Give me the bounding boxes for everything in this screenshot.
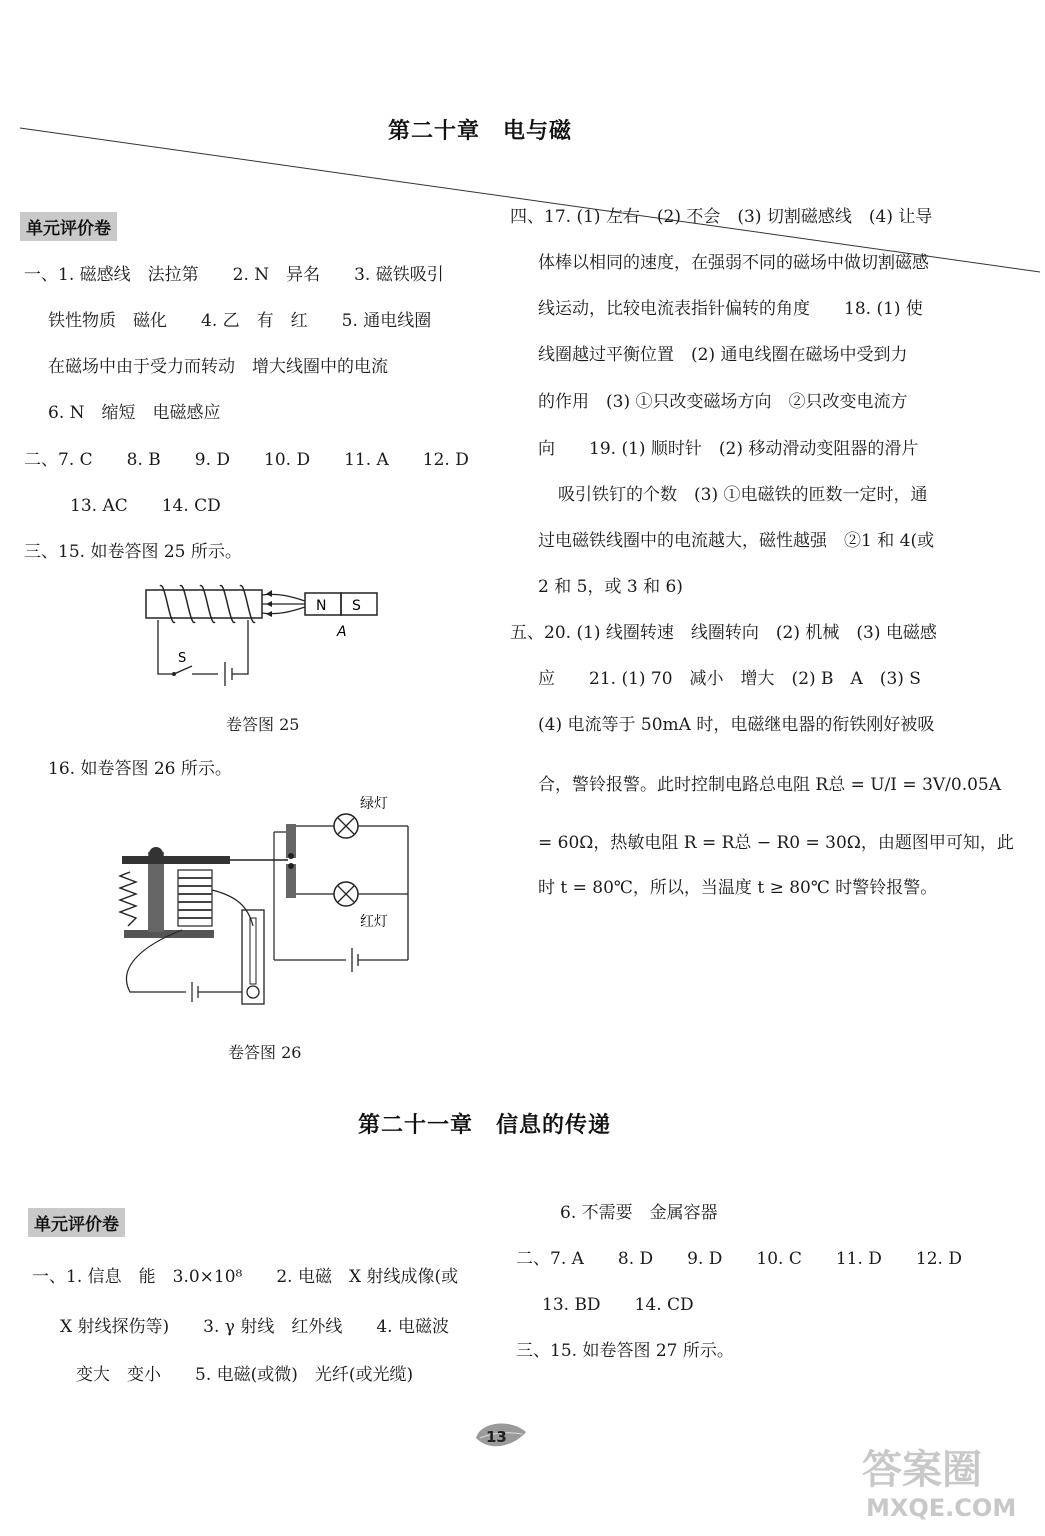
figure-25-caption: 卷答图 25 [226, 715, 300, 734]
figure-25-solenoid-diagram [140, 582, 390, 694]
answer-line: 时 t = 80℃，所以，当温度 t ≥ 80℃ 时警铃报警。 [538, 878, 938, 898]
answer-line: 三、15. 如卷答图 25 所示。 [24, 542, 242, 562]
answer-line: 线运动，比较电流表指针偏转的角度 18. (1) 使 [538, 299, 923, 319]
answer-line: 铁性物质 磁化 4. 乙 有 红 5. 通电线圈 [48, 311, 432, 331]
answer-line: 二、7. C 8. B 9. D 10. D 11. A 12. D [24, 450, 469, 470]
answer-line: 16. 如卷答图 26 所示。 [48, 759, 232, 779]
figure-26-caption: 卷答图 26 [228, 1043, 302, 1062]
page-number: 13 [486, 1428, 507, 1446]
answer-line: 变大 变小 5. 电磁(或微) 光纤(或光缆) [76, 1365, 414, 1385]
red-light-label: 红灯 [360, 914, 388, 930]
section-label-ch21: 单元评价卷 [28, 1208, 125, 1237]
watermark-logo: 答案圈 [862, 1447, 982, 1493]
switch-label: S [178, 651, 187, 666]
answer-line: 应 21. (1) 70 减小 增大 (2) B A (3) S [538, 669, 921, 689]
page-number-badge [470, 1418, 530, 1458]
green-light-label: 绿灯 [360, 796, 388, 812]
answer-line: 一、1. 信息 能 3.0×10⁸ 2. 电磁 X 射线成像(或 [32, 1267, 459, 1287]
answer-line: 四、17. (1) 左右 (2) 不会 (3) 切割磁感线 (4) 让导 [510, 207, 933, 227]
section-label-ch20: 单元评价卷 [20, 212, 117, 241]
answer-line: 过电磁铁线圈中的电流越大，磁性越强 ②1 和 4(或 [538, 531, 935, 551]
answer-line: X 射线探伤等) 3. γ 射线 红外线 4. 电磁波 [60, 1317, 449, 1337]
answer-line: 合，警铃报警。此时控制电路总电阻 R总 = U/I = 3V/0.05A [538, 775, 1002, 795]
figure-26-relay-diagram [116, 786, 416, 1014]
answer-line: 二、7. A 8. D 9. D 10. C 11. D 12. D [516, 1249, 962, 1269]
answer-line: 的作用 (3) ①只改变磁场方向 ②只改变电流方 [538, 392, 908, 412]
chapter-21-title: 第二十一章 信息的传递 [358, 1113, 612, 1138]
answer-line: 13. BD 14. CD [542, 1295, 694, 1315]
answer-line: 吸引铁钉的个数 (3) ①电磁铁的匝数一定时，通 [558, 485, 928, 505]
answer-line: 6. N 缩短 电磁感应 [48, 403, 221, 423]
answer-line: 一、1. 磁感线 法拉第 2. N 异名 3. 磁铁吸引 [24, 265, 444, 285]
watermark-url: MXQE.COM [866, 1494, 1017, 1522]
answer-line: 向 19. (1) 顺时针 (2) 移动滑动变阻器的滑片 [538, 439, 919, 459]
answer-line: 三、15. 如卷答图 27 所示。 [516, 1341, 734, 1361]
answer-line: (4) 电流等于 50mA 时，电磁继电器的衔铁刚好被吸 [538, 715, 935, 735]
answer-line: 五、20. (1) 线圈转速 线圈转向 (2) 机械 (3) 电磁感 [510, 623, 937, 643]
answer-line: 在磁场中由于受力而转动 增大线圈中的电流 [48, 357, 388, 377]
chapter-20-title: 第二十章 电与磁 [388, 119, 573, 144]
answer-line: 2 和 5，或 3 和 6) [538, 577, 683, 597]
answer-line: 13. AC 14. CD [70, 496, 221, 516]
point-a-label: A [337, 624, 347, 640]
answer-line: 线圈越过平衡位置 (2) 通电线圈在磁场中受到力 [538, 345, 908, 365]
magnet-n-label: N [316, 598, 327, 614]
answer-line: 6. 不需要 金属容器 [560, 1203, 718, 1223]
magnet-s-label: S [352, 598, 361, 614]
answer-line: 体棒以相同的速度，在强弱不同的磁场中做切割磁感 [538, 253, 929, 273]
answer-line: = 60Ω，热敏电阻 R = R总 − R0 = 30Ω，由题图甲可知，此 [538, 833, 1014, 853]
